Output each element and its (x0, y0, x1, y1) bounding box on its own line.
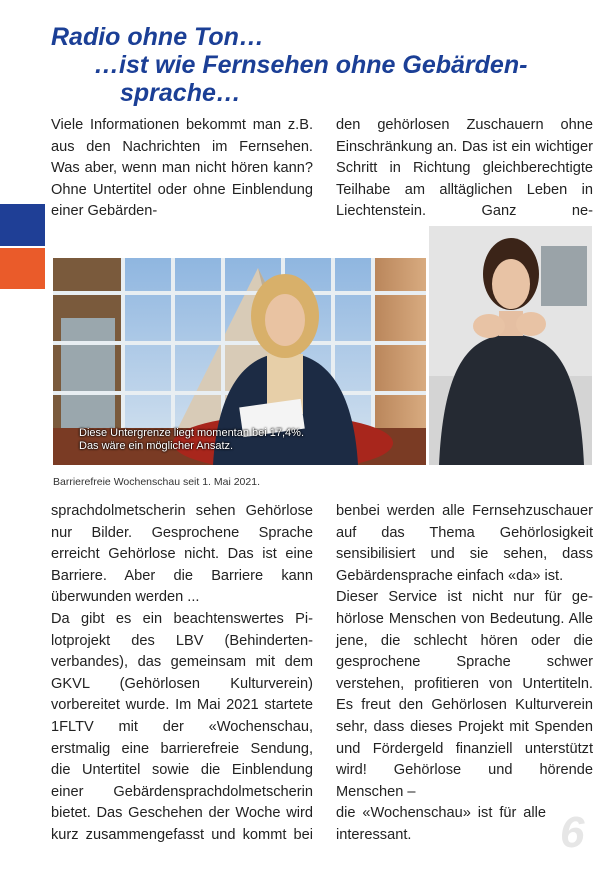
article-title-line2: …ist wie Fernsehen ohne Gebärden- (94, 51, 528, 79)
interpreter-illustration (429, 226, 592, 465)
interpreter-photo (429, 226, 592, 465)
video-subtitles (79, 427, 304, 453)
body-right-paragraph-3: die «Wochenschau» ist für alle interessant. (336, 805, 546, 843)
blue-accent-bar (0, 204, 45, 246)
body-left-column (51, 501, 313, 847)
body-left-paragraph-1: sprachdolmetscherin sehen Gehörlose nur Bilder. Gesprochene Sprache erreicht Gehörlose nicht. Das ist eine Barriere. Aber die Barriere kann überwunden werden ... (51, 503, 313, 606)
body-right-column (336, 501, 593, 847)
article-title-line1: Radio ohne Ton… (51, 23, 264, 51)
intro-right-text: den gehörlosen Zuschauern ohne Einschränkung an. Das ist ein wichtiger Schritt in Richtung gleichberechtigte Teilhabe am alltäglichen Leben in Liechtenstein. Ganz ne- (336, 117, 593, 220)
article-title-line3: sprache… (120, 79, 241, 107)
orange-accent-bar (0, 248, 45, 289)
subtitle-line-2: Das wäre ein möglicher Ansatz. (79, 440, 234, 452)
body-right-paragraph-2: Dieser Service ist nicht nur für gehörlose Menschen von Bedeutung. Alle jene, die schlecht hören oder die gesprochene Sprache schwer verstehen, profitieren von Untertiteln. Es freut den Gehörlosen Kulturverein sehr, dass dieses Projekt mit Spenden und Fördergeld finanziell unterstützt wird! Gehörlose und hörende Menschen – (336, 589, 593, 800)
photo-caption: Barrierefreie Wochenschau seit 1. Mai 2021. (53, 476, 260, 488)
intro-right-column (336, 115, 593, 223)
body-left-paragraph-2: Da gibt es ein beachtenswertes Pilotprojekt des LBV (Behindertenverbandes), das gemeinsam mit dem GKVL (Gehörlosen Kulturverein) vorbereitet wurde. Im Mai 2021 startete 1FLTV mit der «Wochenschau, erstmalig eine barrierefreie Sendung, die Untertitel sowie die Einblendung einer Gebärdensprachdolmetscherin bietet. Das Geschehen der Woche wird kurz zusammengefasst und kommt bei (51, 610, 313, 843)
page-number: 6 (560, 808, 585, 857)
intro-left-text: Viele Informationen bekommt man z.B. aus den Nachrichten im Fernsehen. Was aber, wenn man nicht hören kann? Ohne Untertitel oder ohne Einblendung einer Gebärden- (51, 117, 313, 220)
subtitle-line-1: Diese Untergrenze liegt momentan bei 17,4%. (79, 427, 305, 439)
news-studio-photo (53, 258, 426, 465)
body-right-paragraph-1: benbei werden alle Fernsehzuschauer auf das Thema Gehörlosigkeit sensibilisiert und sie sehen, dass Gebärdensprache einfach «da» ist. (336, 503, 593, 584)
intro-left-column (51, 115, 313, 223)
